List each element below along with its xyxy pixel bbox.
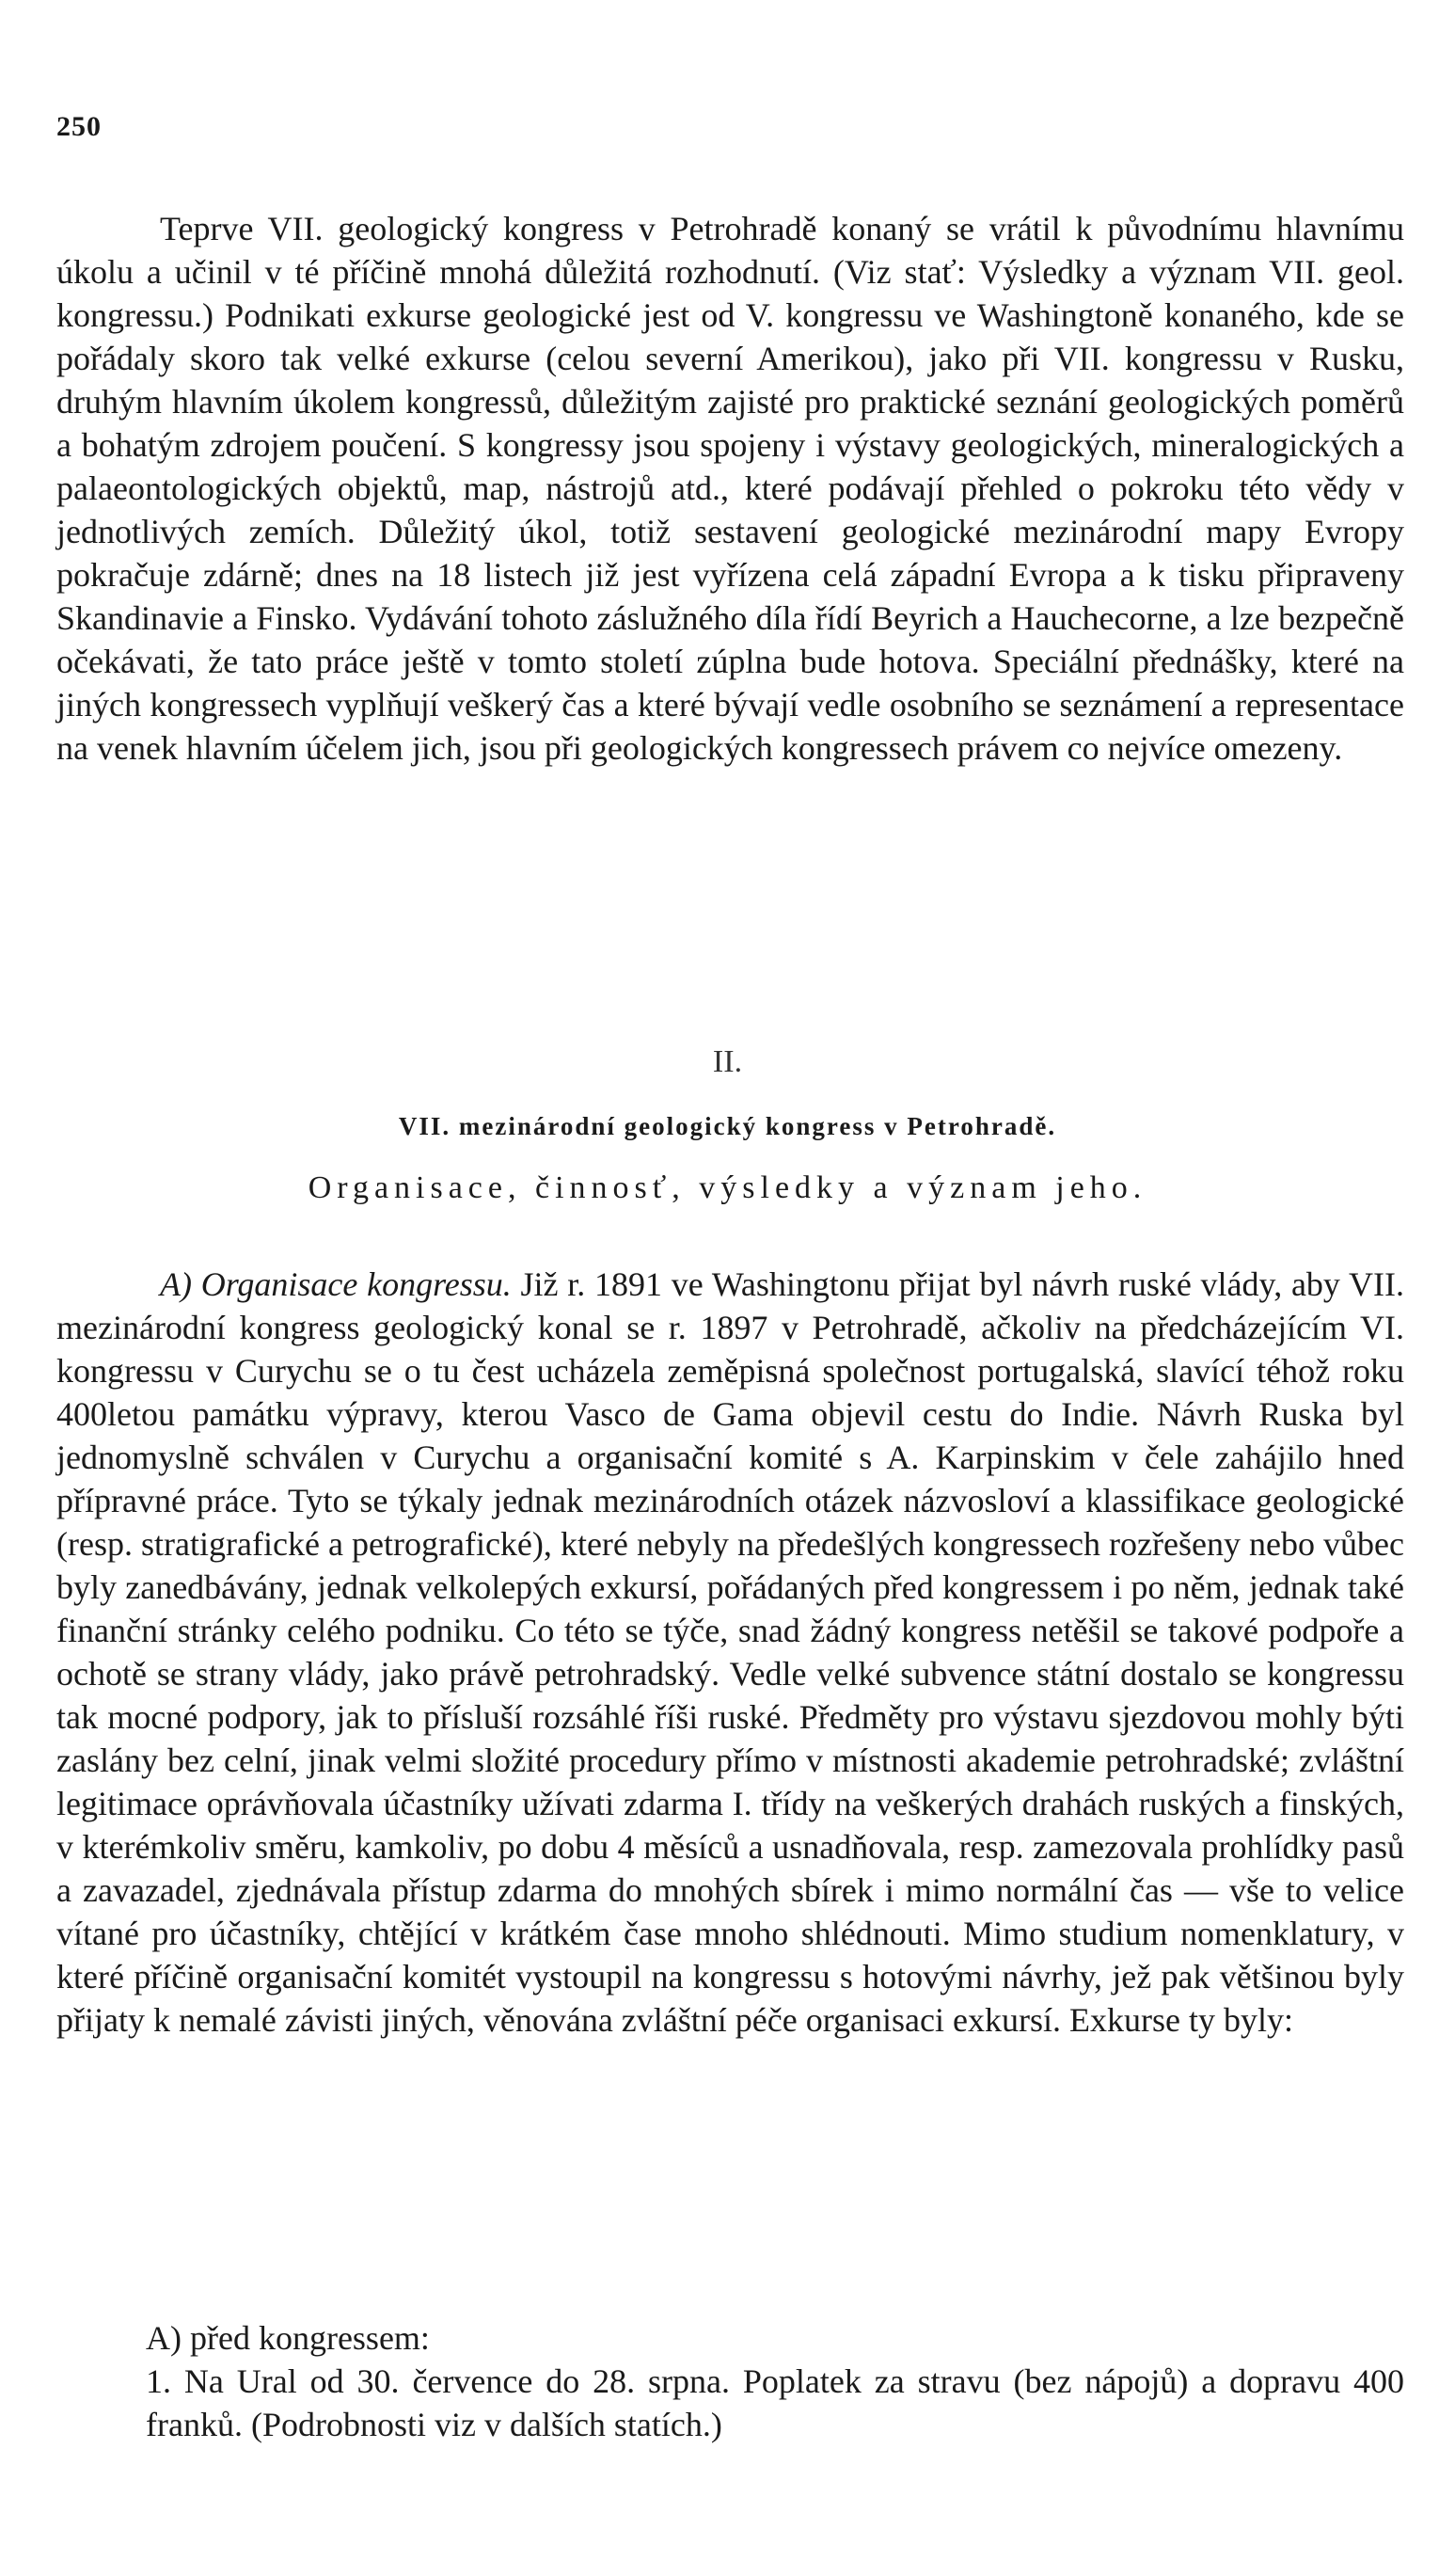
section-number: II.	[712, 1044, 743, 1079]
intro-block	[56, 207, 1404, 770]
section-title: VII. mezinárodní geologický kongress v Petrohradě.	[398, 1112, 1057, 1140]
list-item	[56, 2360, 1404, 2446]
main-paragraph-text: Již r. 1891 ve Washingtonu přijat byl návrh ruské vlády, aby VII. mezinárodní kongress geologický konal se r. 1897 v Petrohradě, ačkoliv na předcházejícím VI. kongressu v Curychu se o tu čest ucházela zeměpisná společnost portugalská, slavící téhož roku 400letou památku výpravy, kterou Vasco de Gama objevil cestu do Indie. Návrh Ruska byl jednomyslně schválen v Curychu a organisační komité s A. Karpinskim v čele zahájilo hned přípravné práce. Tyto se týkaly jednak mezinárodních otázek názvosloví a klassifikace geologické (resp. stratigrafické a petrografické), které nebyly na předešlých kongressech rozřešeny nebo vůbec byly zanedbávány, jednak velkolepých exkursí, pořádaných před kongressem i po něm, jednak také finanční stránky celého podniku. Co této se týče, snad žádný kongress netěšil se takové podpoře a ochotě se strany vlády, jako právě petrohradský. Vedle velké subvence státní dostalo se kongressu tak mocné podpory, jak to přísluší rozsáhlé říši ruské. Předměty pro výstavu sjezdovou mohly býti zaslány bez celní, jinak velmi složité procedury přímo v místnosti akademie petrohradské; zvláštní legitimace oprávňovala účastníky užívati zdarma I. třídy na veškerých drahách ruských a finských, v kterémkoliv směru, kamkoliv, po dobu 4 měsíců a usnadňovala, resp. zamezovala prohlídky pasů a zavazadel, zjednávala přístup zdarma do mnohých sbírek i mimo normální čas — vše to velice vítané pro účastníky, chtějící v krátkém čase mnoho shlédnouti. Mimo studium nomenklatury, v které příčině organisační komitét vystoupil na kongressu s hotovými návrhy, jež pak většinou byly přijaty k nemalé závisti jiných, věnována zvláštní péče organisaci exkursí. Exkurse ty byly:	[56, 1265, 1404, 2039]
section-subtitle: Organisace, činnosť, výsledky a význam jeho.	[308, 1170, 1147, 1205]
subheading: A) Organisace kongressu.	[160, 1265, 512, 1303]
main-paragraph	[56, 1263, 1404, 2042]
main-block	[56, 1263, 1404, 2042]
page-number: 250	[56, 111, 102, 142]
list-item-text: 1. Na Ural od 30. července do 28. srpna. Poplatek za stravu (bez nápojů) a dopravu 400 franků. (Podrobnosti viz v dalších statích.)	[146, 2362, 1404, 2443]
intro-paragraph: Teprve VII. geologický kongress v Petrohradě konaný se vrátil k původnímu hlavnímu úkolu a učinil v té příčině mnohá důležitá rozhodnutí. (Viz stať: Výsledky a význam VII. geol. kongressu.) Podnikati exkurse geologické jest od V. kongressu ve Washingtoně konaného, kde se pořádaly skoro tak velké exkurse (celou severní Amerikou), jako při VII. kongressu v Rusku, druhým hlavním úkolem kongressů, důležitým zajisté pro praktické seznání geologických poměrů a bohatým zdrojem poučení. S kongressy jsou spojeny i výstavy geologických, mineralogických a palaeontologických objektů, map, nástrojů atd., které podávají přehled o pokroku této vědy v jednotlivých zemích. Důležitý úkol, totiž sestavení geologické mezinárodní mapy Evropy pokračuje zdárně; dnes na 18 listech již jest vyřízena celá západní Evropa a k tisku připraveny Skandinavie a Finsko. Vydávání tohoto záslužného díla řídí Beyrich a Hauchecorne, a lze bezpečně očekávati, že tato práce ještě v tomto století zúplna bude hotova. Speciální přednášky, které na jiných kongressech vyplňují veškerý čas a které bývají vedle osobního se seznámení a representace na venek hlavním účelem jich, jsou při geologických kongressech právem co nejvíce omezeny.	[56, 210, 1404, 767]
list-heading: A) před kongressem:	[146, 2319, 430, 2357]
